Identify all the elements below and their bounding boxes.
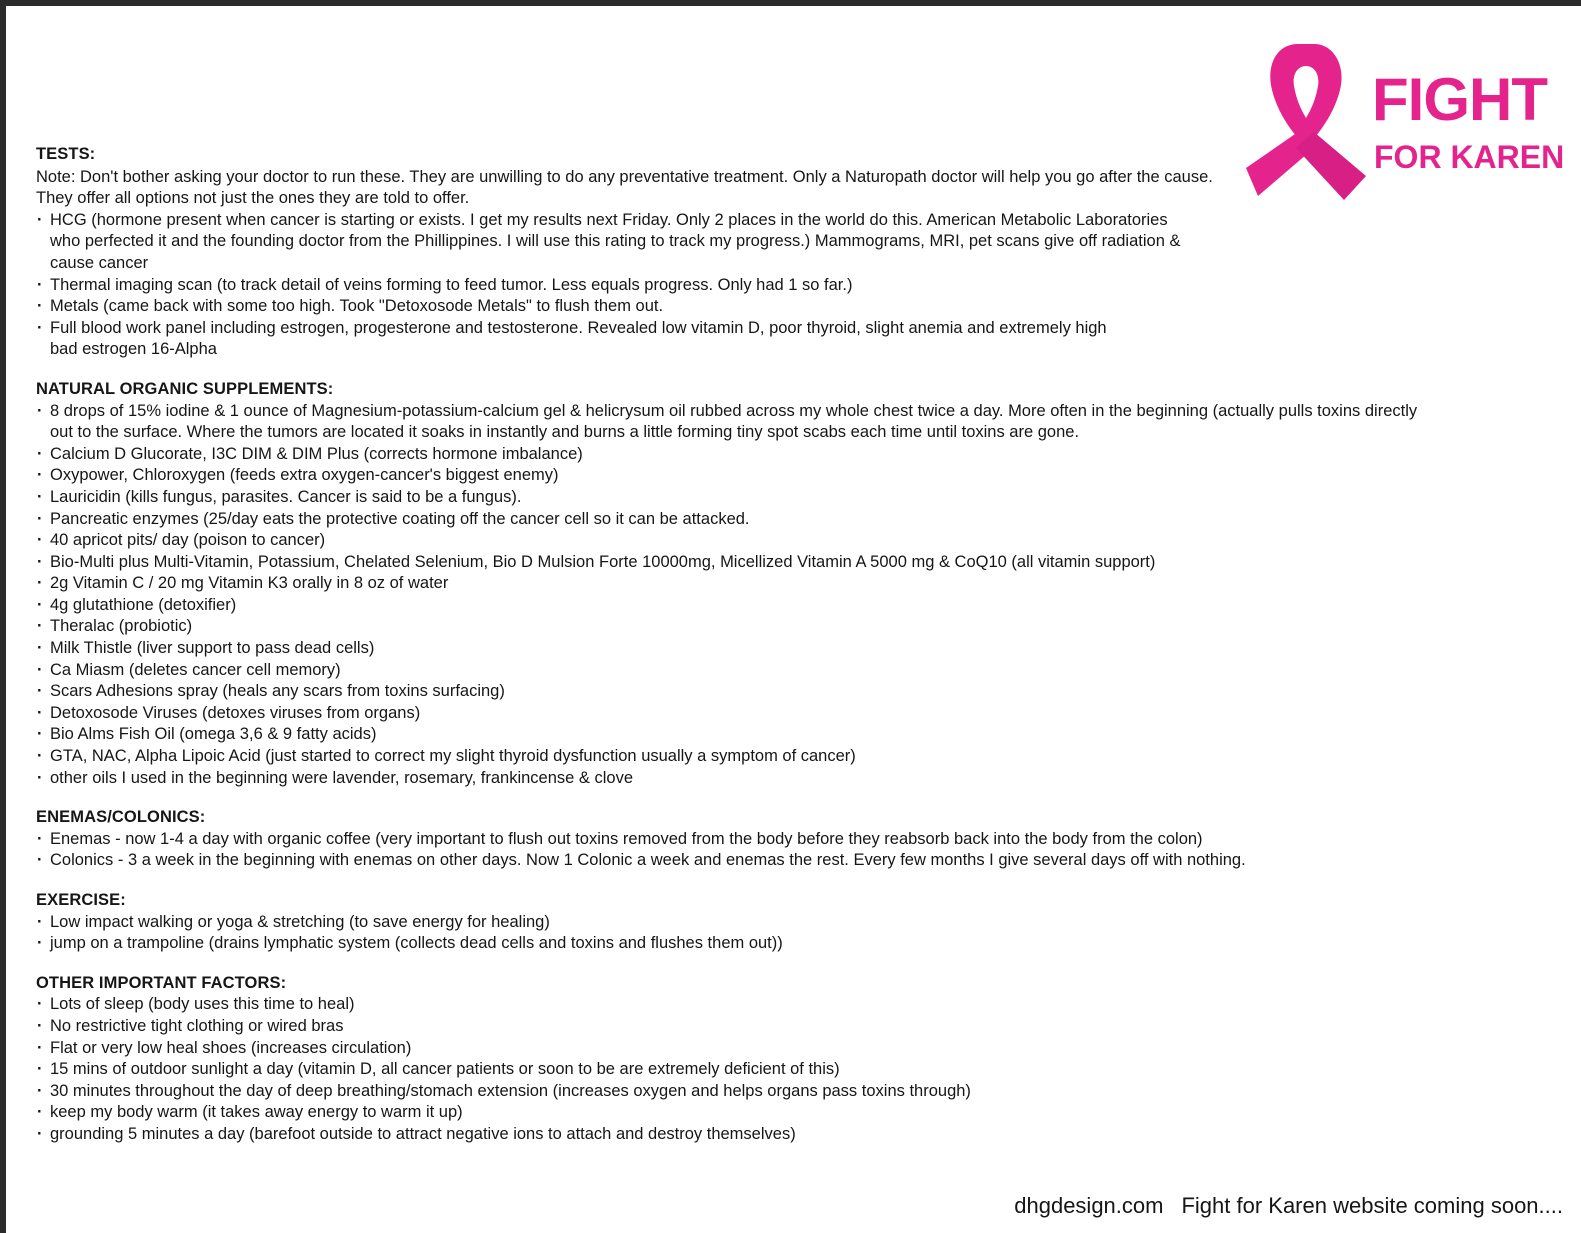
list-item: · Pancreatic enzymes (25/day eats the protective coating off the cancer cell so it can be attacked. [36, 509, 1416, 531]
section-heading: NATURAL ORGANIC SUPPLEMENTS: [36, 379, 334, 398]
section-heading: OTHER IMPORTANT FACTORS: [36, 973, 287, 992]
list-item: · 15 mins of outdoor sunlight a day (vitamin D, all cancer patients or soon to be are extremely deficient of this) [36, 1059, 1416, 1081]
content-body [36, 144, 1416, 1164]
list-item: · HCG (hormone present when cancer is starting or exists. I get my results next Friday. Only 2 places in the world do this. American Metabolic Laboratories who perfected it and the founding doctor from the Phillippines. I will use this rating to track my progress.) Mammograms, MRI, pet scans give off radiation & cause cancer [36, 210, 1190, 275]
list-item: · Oxypower, Chloroxygen (feeds extra oxygen-cancer's biggest enemy) [36, 465, 1416, 487]
section-tests [36, 144, 1416, 361]
section-other-factors [36, 973, 1416, 1146]
list-item: · Theralac (probiotic) [36, 616, 1416, 638]
list-item: · Enemas - now 1-4 a day with organic coffee (very important to flush out toxins removed from the body before they reabsorb back into the body from the colon) [36, 829, 1416, 851]
section-heading: ENEMAS/COLONICS: [36, 808, 206, 827]
item-list [36, 829, 1416, 872]
section-supplements [36, 379, 1416, 789]
list-item: · Thermal imaging scan (to track detail of veins forming to feed tumor. Less equals progress. Only had 1 so far.) [36, 275, 1416, 297]
item-list [36, 401, 1416, 790]
list-item: · Metals (came back with some too high. Took "Detoxosode Metals" to flush them out. [36, 296, 1416, 318]
list-item: · jump on a trampoline (drains lymphatic system (collects dead cells and toxins and flushes them out)) [36, 933, 1416, 955]
list-item: · Lauricidin (kills fungus, parasites. Cancer is said to be a fungus). [36, 487, 1416, 509]
list-item: · GTA, NAC, Alpha Lipoic Acid (just started to correct my slight thyroid dysfunction usually a symptom of cancer) [36, 746, 1416, 768]
footer-site: dhgdesign.com [1014, 1193, 1164, 1218]
logo-title: FIGHT [1372, 66, 1547, 133]
list-item: · 30 minutes throughout the day of deep breathing/stomach extension (increases oxygen and helps organs pass toxins through) [36, 1081, 1416, 1103]
list-item: · Colonics - 3 a week in the beginning with enemas on other days. Now 1 Colonic a week and enemas the rest. Every few months I give several days off with nothing. [36, 850, 1416, 872]
list-item: · 2g Vitamin C / 20 mg Vitamin K3 orally in 8 oz of water [36, 573, 1416, 595]
list-item: · Low impact walking or yoga & stretching (to save energy for healing) [36, 912, 1416, 934]
section-enemas-colonics [36, 807, 1416, 872]
item-list [36, 994, 1416, 1145]
list-item: · Bio Alms Fish Oil (omega 3,6 & 9 fatty acids) [36, 724, 1416, 746]
list-item: · keep my body warm (it takes away energy to warm it up) [36, 1102, 1416, 1124]
logo-subtitle: FOR KAREN [1374, 139, 1565, 175]
footer-message: Fight for Karen website coming soon.... [1181, 1193, 1563, 1218]
list-item: · Flat or very low heal shoes (increases circulation) [36, 1038, 1416, 1060]
list-item: · Detoxosode Viruses (detoxes viruses from organs) [36, 703, 1416, 725]
list-item: · other oils I used in the beginning were lavender, rosemary, frankincense & clove [36, 768, 1416, 790]
list-item: · Full blood work panel including estrogen, progesterone and testosterone. Revealed low vitamin D, poor thyroid, slight anemia and extremely high bad estrogen 16-Alpha [36, 318, 1120, 361]
item-list [36, 912, 1416, 955]
list-item: · grounding 5 minutes a day (barefoot outside to attract negative ions to attach and destroy themselves) [36, 1124, 1416, 1146]
section-heading: TESTS: [36, 145, 96, 163]
list-item: · 8 drops of 15% iodine & 1 ounce of Magnesium-potassium-calcium gel & helicrysum oil rubbed across my whole chest twice a day. More often in the beginning (actually pulls toxins directly out to the surface. Where the tumors are located it soaks in instantly and burns a little forming tiny spot scabs each time until toxins are gone. [36, 401, 1420, 444]
footer [1014, 1192, 1563, 1220]
item-list [36, 210, 1416, 361]
section-exercise [36, 890, 1416, 955]
list-item: · Lots of sleep (body uses this time to heal) [36, 994, 1416, 1016]
list-item: · No restrictive tight clothing or wired bras [36, 1016, 1416, 1038]
list-item: · Bio-Multi plus Multi-Vitamin, Potassium, Chelated Selenium, Bio D Mulsion Forte 10000mg, Micellized Vitamin A 5000 mg & CoQ10 (all vitamin support) [36, 552, 1416, 574]
document-page [6, 6, 1581, 1233]
list-item: · 4g glutathione (detoxifier) [36, 595, 1416, 617]
list-item: · 40 apricot pits/ day (poison to cancer) [36, 530, 1416, 552]
list-item: · Scars Adhesions spray (heals any scars from toxins surfacing) [36, 681, 1416, 703]
section-heading: EXERCISE: [36, 891, 126, 909]
list-item: · Calcium D Glucorate, I3C DIM & DIM Plus (corrects hormone imbalance) [36, 444, 1416, 466]
list-item: · Ca Miasm (deletes cancer cell memory) [36, 660, 1416, 682]
section-note: Note: Don't bother asking your doctor to run these. They are unwilling to do any preventative treatment. Only a Naturopath doctor will help you go after the cause. They offer all options not just the ones they are told to offer. [36, 167, 1213, 208]
list-item: · Milk Thistle (liver support to pass dead cells) [36, 638, 1416, 660]
